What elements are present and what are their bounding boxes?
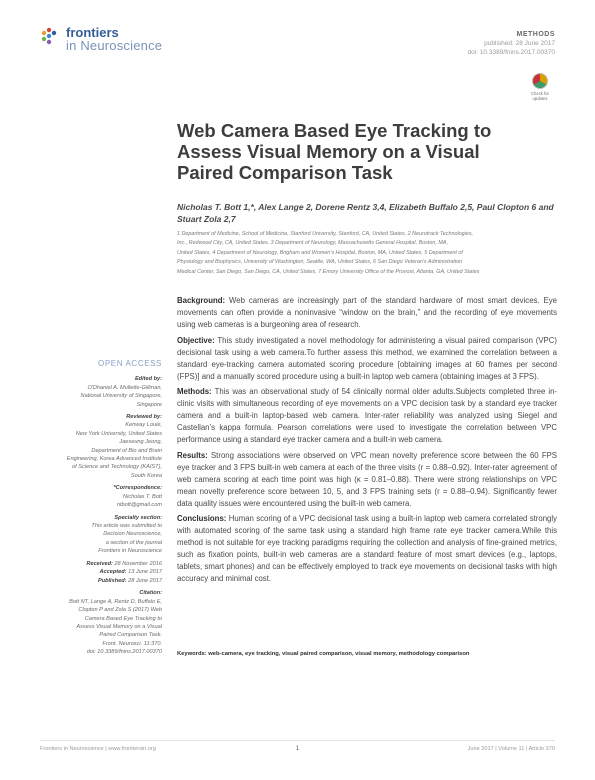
specialty-section bbox=[40, 514, 162, 556]
affiliation-line: Inc., Redwood City, CA, United States, 3 Department of Neurology, Massachusetts General Hospital, Boston, MA, bbox=[177, 240, 448, 247]
date-value: 28 November 2016 bbox=[114, 560, 162, 567]
sidebar-line: This article was submitted to bbox=[91, 522, 162, 529]
sidebar-line: Bott NT, Lange A, Rentz D, Buffalo E, bbox=[69, 598, 162, 605]
article-title bbox=[177, 120, 547, 183]
section-heading: Methods: bbox=[177, 387, 212, 397]
date-label: Published: bbox=[97, 577, 127, 584]
published-row bbox=[40, 577, 162, 586]
brand-word: frontiers bbox=[66, 25, 119, 40]
sidebar-heading: Citation: bbox=[139, 590, 162, 597]
article-meta bbox=[468, 30, 555, 57]
brand-sub: in Neuroscience bbox=[66, 38, 163, 53]
sidebar-line: of Science and Technology (KAIST), bbox=[72, 464, 162, 471]
published-date: published: 28 June 2017 bbox=[484, 40, 555, 47]
author-list bbox=[177, 202, 557, 225]
doi-link[interactable]: doi: 10.3389/fnins.2017.00370 bbox=[467, 49, 555, 56]
sidebar-line[interactable]: Kenway Louie, bbox=[125, 422, 162, 429]
keywords bbox=[177, 651, 557, 657]
keywords-text: web-camera, eye tracking, visual paired comparison, visual memory, methodology comparison bbox=[208, 651, 470, 657]
article-dates bbox=[40, 560, 162, 586]
keywords-heading: Keywords: bbox=[177, 651, 207, 657]
sidebar-line[interactable]: Jaeseung Jeong, bbox=[119, 439, 162, 446]
affiliations bbox=[177, 230, 557, 277]
section-text: This study investigated a novel methodology for administering a visual paired comparison (VPC) decisional task using a web camera.To further assess this method, we examined the correlation between a standard eye-tracking camera automated scoring procedure [obtaining images at 60 frames per second (FPS)] and a manually scored procedure using a built-in laptop web camera (obtaining images at 3 FPS). bbox=[177, 335, 557, 381]
sidebar bbox=[40, 360, 162, 661]
received-row bbox=[40, 560, 162, 569]
citation-doi-link[interactable]: doi: 10.3389/fnins.2017.00370 bbox=[86, 649, 162, 656]
correspondence bbox=[40, 484, 162, 509]
sidebar-line: Nicholas T. Bott bbox=[123, 493, 162, 500]
affiliation-line: 1 Department of Medicine, School of Medicine, Stanford University, Stanford, CA, United States, 2 Neurotrack Technologies, bbox=[177, 231, 474, 237]
open-access-label: OPEN ACCESS bbox=[98, 359, 162, 368]
edited-by bbox=[40, 375, 162, 409]
abstract bbox=[177, 295, 557, 589]
affiliation-line: Physiology and Biophysics, University of Washington, Seattle, WA, United States, 6 San Diego Veteran's Administration bbox=[177, 259, 463, 266]
footer-issue: June 2017 | Volume 11 | Article 370 bbox=[467, 746, 555, 752]
sidebar-line[interactable]: Frontiers in Neuroscience bbox=[98, 548, 162, 555]
reviewed-by bbox=[40, 413, 162, 480]
article-type: METHODS bbox=[516, 31, 555, 38]
title-line: Paired Comparison Task bbox=[177, 162, 393, 183]
frontiers-logo-icon bbox=[40, 27, 64, 47]
section-text: Strong associations were observed on VPC mean novelty preference score between the 60 FPS eye tracker and 3 FPS built-in web camera at each of the three visits (r = 0.88–0.92). Inter-rater agreement of web camera scoring at each time point was high (κ = 0.81–0.88). There were strong relationships on VPC mean novelty preference score between 10, 5, and 3 FPS training sets (r = 0.88–0.94). Significantly fewer data quality issues were encountered using the built-in web camera. bbox=[177, 450, 557, 508]
date-value: 28 June 2017 bbox=[128, 577, 162, 584]
sidebar-line: Engineering, Korea Advanced Institute bbox=[66, 456, 162, 463]
title-line: Web Camera Based Eye Tracking to bbox=[177, 120, 492, 141]
abstract-methods bbox=[177, 386, 557, 446]
sidebar-line[interactable]: Decision Neuroscience, bbox=[103, 531, 162, 538]
authors-line: Nicholas T. Bott 1,*, Alex Lange 2, Dorene Rentz 3,4, Elizabeth Buffalo 2,5, Paul Clopton 6 and bbox=[177, 202, 554, 212]
sidebar-line: Clopton P and Zola S (2017) Web bbox=[78, 607, 162, 614]
check-updates-label: Check for updates bbox=[531, 91, 549, 101]
sidebar-line: New York University, United States bbox=[75, 430, 162, 437]
sidebar-line: Singapore bbox=[136, 401, 162, 408]
sidebar-line: Assess Visual Memory on a Visual bbox=[76, 623, 162, 630]
sidebar-line: South Korea bbox=[130, 472, 162, 479]
title-line: Assess Visual Memory on a Visual bbox=[177, 141, 480, 162]
affiliation-line: Medical Center, San Diego, San Diego, CA, United States, 7 Emory University Office of the Provost, Atlanta, GA, United States bbox=[177, 268, 480, 275]
section-text: Human scoring of a VPC decisional task using a built-in laptop web camera correlated strongly with automated scoring of the same task using a standard high frame rate eye tracker camera.While this method is not suitable for eye tracking paradigms requiring the collection and analysis of fine-grained metrics, such as fixation points, built-in web cameras are a standard feature of most smart devices (e.g., laptops, tablets, smart phones) and can be effectively employed to track eye movements on decisional tasks with high accuracy and minimal cost. bbox=[177, 514, 557, 584]
accepted-row bbox=[40, 568, 162, 577]
abstract-background bbox=[177, 295, 557, 331]
check-updates-icon bbox=[532, 73, 548, 89]
sidebar-line: Camera Based Eye Tracking to bbox=[84, 615, 162, 622]
section-heading: Background: bbox=[177, 296, 226, 305]
affiliation-line: United States, 4 Department of Neurology, Brigham and Women's Hospital, Boston, MA, United States, 5 Department of bbox=[177, 249, 463, 256]
page-footer bbox=[40, 740, 555, 752]
check-for-updates-button[interactable] bbox=[527, 73, 553, 103]
section-heading: Conclusions: bbox=[177, 514, 227, 524]
correspondence-email-link[interactable]: ntbott@gmail.com bbox=[116, 502, 162, 509]
sidebar-heading: Specialty section: bbox=[114, 514, 162, 521]
page-number: 1 bbox=[295, 746, 300, 752]
journal-brand[interactable] bbox=[66, 26, 162, 52]
section-text: Web cameras are increasingly part of the standard hardware of most smart devices. Eye movements can often provide a noninvasive “window on the brain,” and the recording of eye movements using web cameras is a burgeoning area of research. bbox=[177, 296, 557, 329]
sidebar-line[interactable]: O'Dhaniel A. Mullette-Gillman, bbox=[87, 384, 162, 391]
section-text: This was an observational study of 54 clinically normal older adults.Subjects completed three in-clinic visits with simultaneous recording of eye movements on a VPC decision task by a standard eye tracker camera and a built-in laptop-based web camera. Inter-rater reliability was analyzed using Siegel and Castellan’s kappa formula. Pearson correlations were used to investigate the correlation between VPC performance using a standard eye tracker camera and a built-in web camera. bbox=[177, 387, 557, 445]
section-heading: Results: bbox=[177, 450, 208, 460]
abstract-conclusions bbox=[177, 513, 557, 585]
sidebar-line: a section of the journal bbox=[105, 539, 162, 546]
abstract-objective bbox=[177, 335, 557, 383]
authors-line: Stuart Zola 2,7 bbox=[177, 213, 236, 224]
sidebar-heading: Reviewed by: bbox=[126, 414, 162, 421]
date-value: 13 June 2017 bbox=[128, 569, 162, 576]
date-label: Accepted: bbox=[99, 569, 127, 576]
sidebar-line: Paired Comparison Task. bbox=[99, 632, 162, 639]
sidebar-line: National University of Singapore, bbox=[80, 393, 162, 400]
abstract-results bbox=[177, 450, 557, 510]
footer-journal-link[interactable]: Frontiers in Neuroscience | www.frontiersin.org bbox=[40, 746, 156, 752]
date-label: Received: bbox=[86, 560, 113, 567]
sidebar-line: Front. Neurosci. 11:370. bbox=[102, 640, 162, 647]
sidebar-heading: *Correspondence: bbox=[113, 485, 162, 492]
sidebar-heading: Edited by: bbox=[134, 376, 162, 383]
citation bbox=[40, 589, 162, 656]
section-heading: Objective: bbox=[177, 335, 215, 345]
sidebar-line: Department of Bio and Brain bbox=[91, 447, 162, 454]
